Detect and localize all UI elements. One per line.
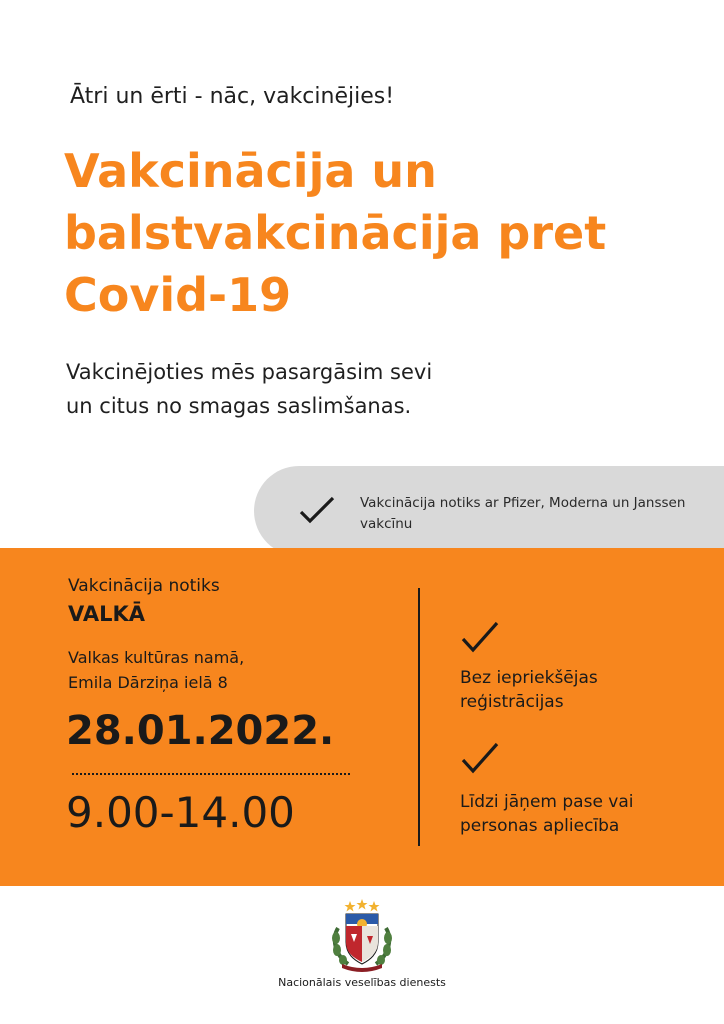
subtitle bbox=[66, 355, 626, 423]
note-no-registration bbox=[460, 666, 598, 714]
check-icon bbox=[460, 741, 500, 775]
subtitle-line: Vakcinējoties mēs pasargāsim sevi bbox=[66, 360, 433, 384]
tagline: Ātri un ērti - nāc, vakcinējies! bbox=[70, 84, 395, 109]
vaccines-note: Vakcinācija notiks ar Pfizer, Moderna un Janssen vakcīnu bbox=[360, 495, 686, 532]
note-line: Līdzi jāņem pase vai bbox=[460, 792, 634, 812]
event-time: 9.00-14.00 bbox=[66, 788, 295, 837]
latvia-coat-of-arms-icon bbox=[328, 898, 396, 972]
check-icon bbox=[460, 620, 500, 654]
headline-line: Covid-19 bbox=[64, 268, 292, 322]
address-line: Emila Dārziņa ielā 8 bbox=[68, 673, 228, 692]
check-icon bbox=[298, 495, 336, 525]
dotted-divider bbox=[72, 773, 350, 775]
vertical-divider bbox=[418, 588, 420, 846]
note-line: reģistrācijas bbox=[460, 692, 564, 712]
event-city: VALKĀ bbox=[68, 602, 145, 626]
event-label: Vakcinācija notiks bbox=[68, 576, 220, 596]
headline bbox=[64, 140, 704, 326]
headline-line: balstvakcinācija pret bbox=[64, 206, 607, 260]
note-line: Bez iepriekšējas bbox=[460, 668, 598, 688]
organization-name: Nacionālais veselības dienests bbox=[278, 976, 446, 989]
note-bring-id bbox=[460, 790, 634, 838]
event-date: 28.01.2022. bbox=[66, 708, 335, 754]
address-line: Valkas kultūras namā, bbox=[68, 648, 245, 667]
subtitle-line: un citus no smagas saslimšanas. bbox=[66, 394, 412, 418]
note-line: personas apliecība bbox=[460, 816, 620, 836]
headline-line: Vakcinācija un bbox=[64, 144, 437, 198]
event-address bbox=[68, 645, 244, 695]
